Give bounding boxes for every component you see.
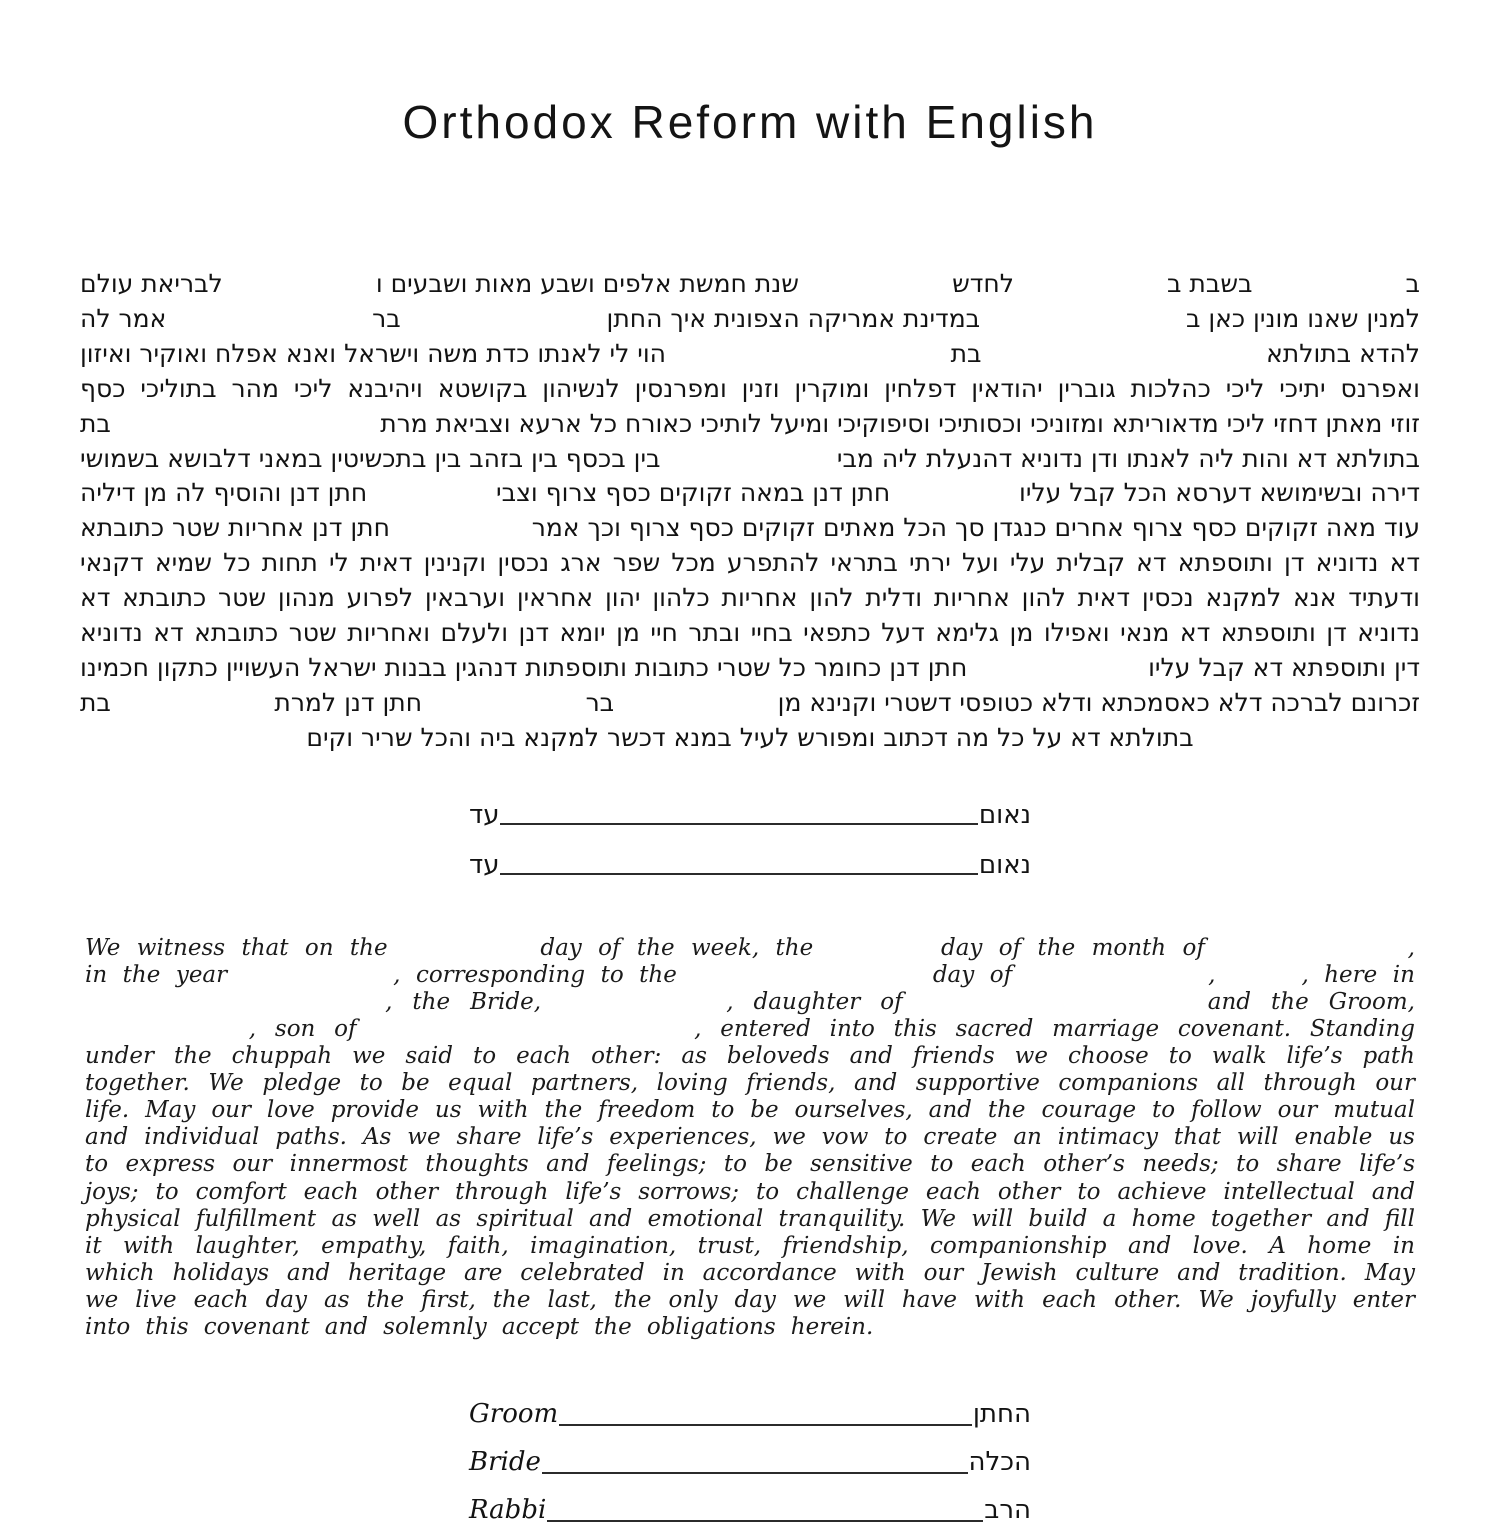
hebrew-line [80, 581, 1420, 616]
ed-label: עד [469, 849, 500, 880]
english-text-segment: , son of [248, 1015, 357, 1042]
witness-signature-section [469, 800, 1031, 880]
hebrew-contract-text [80, 267, 1420, 756]
hebrew-line [80, 511, 1420, 546]
hebrew-text-segment: במדינת אמריקה הצפונית איך החתן [606, 303, 981, 333]
hebrew-text-segment: בין בכסף בין בזהב בין בתכשיטין במאני דלבושא בשמושי [80, 443, 661, 473]
hebrew-text-segment: דירה ובשימושא דערסא הכל קבל עליו [1019, 478, 1420, 508]
hebrew-text-segment: חתן דנן במאה זקוקים כסף צרוף וצבי [496, 478, 891, 508]
bride-signature-line [542, 1472, 968, 1474]
hebrew-text-segment: לבריאת עולם [80, 269, 223, 298]
hebrew-line [80, 407, 1420, 442]
english-text-segment: and the Groom, [1207, 988, 1415, 1015]
hebrew-text-segment: בתולתא דא והות ליה לאנתו ודן נדוניא דהנעלת ליה מבי [836, 443, 1420, 473]
hebrew-text-segment: ב [1405, 269, 1420, 298]
english-text-segment: , [1208, 961, 1216, 988]
groom-hebrew-label: החתן [972, 1399, 1031, 1430]
hebrew-text-segment: למנין שאנו מונין כאן ב [1185, 303, 1420, 333]
hebrew-text-segment: חתן דנן למרת [274, 687, 423, 717]
rabbi-signature-line [547, 1520, 983, 1522]
hebrew-text-segment: בת [80, 687, 111, 717]
hebrew-line [80, 546, 1420, 581]
hebrew-line [80, 651, 1420, 686]
english-text-segment: We witness that on the [85, 934, 388, 961]
english-text-segment: day of the month of [940, 934, 1205, 961]
hebrew-text-segment: בת [950, 338, 982, 368]
bride-label: Bride [469, 1447, 541, 1478]
hebrew-text-segment: בתולתא דא על כל מה דכתוב ומפורש לעיל במנא דכשר למקנא ביה והכל שריר וקים [306, 722, 1194, 752]
page-title: Orthodox Reform with English [402, 96, 1098, 148]
witness-signature-line [500, 823, 977, 825]
english-vows-paragraph [85, 935, 1415, 1341]
hebrew-line [80, 616, 1420, 651]
hebrew-text-segment: לחדש [952, 269, 1014, 298]
witness-signature-line [500, 873, 977, 875]
rabbi-label: Rabbi [469, 1495, 547, 1526]
english-text-segment: , corresponding to the [393, 961, 677, 988]
hebrew-line [80, 442, 1420, 477]
groom-signature-row [469, 1399, 1031, 1430]
english-text-segment: , in the year [85, 934, 1415, 988]
hebrew-line [80, 302, 1420, 337]
groom-signature-line [559, 1424, 972, 1426]
hebrew-line [80, 267, 1420, 302]
english-text-segment: day of [932, 961, 1013, 988]
hebrew-text-segment: דין ותוספתא דא קבל עליו [1148, 652, 1420, 682]
hebrew-text-segment: שנת חמשת אלפים ושבע מאות ושבעים ו [375, 269, 799, 298]
hebrew-text-segment: זכרונם לברכה דלא כאסמכתא ודלא כטופסי דשטרי וקנינא מן [777, 687, 1420, 717]
hebrew-line [80, 337, 1420, 372]
groom-label: Groom [469, 1399, 559, 1430]
hebrew-text-segment: נדוניא דן ותוספתא דא מנאי ואפילו מן גלימא דעל כתפאי בחיי ובתר חיי מן יומא דנן ולעלם ואחריות שטר כתובתא דא נדוניא [80, 618, 1420, 648]
hebrew-text-segment: ואפרנס יתיכי ליכי כהלכות גוברין יהודאין דפלחין ומוקרין וזנין ומפרנסין לנשיהון בקושטא ויהיבנא ליכי מהר בתוליכי כסף [80, 373, 1420, 403]
hebrew-text-segment: ודעתיד אנא למקנא נכסין דאית להון אחריות ודלית להון אחריות כלהון יהון אחראין וערבאין לפרוע מנהון שטר כתובתא דא [80, 583, 1420, 613]
witness-signature-row-1 [469, 800, 1031, 830]
ed-label: עד [469, 799, 500, 830]
hebrew-line [80, 721, 1420, 756]
hebrew-text-segment: בשבת ב [1167, 269, 1253, 298]
english-text-segment: , here in [1301, 961, 1415, 988]
english-text-segment: , the Bride, [385, 988, 542, 1015]
hebrew-line [80, 686, 1420, 721]
rabbi-hebrew-label: הרב [984, 1495, 1031, 1526]
hebrew-text-segment: בר [372, 303, 401, 333]
hebrew-line [80, 476, 1420, 511]
rabbi-signature-row [469, 1495, 1031, 1526]
hebrew-text-segment: חתן דנן אחריות שטר כתובתא [80, 513, 390, 543]
hebrew-text-segment: בת [80, 408, 111, 438]
witness-signature-row-2 [469, 850, 1031, 880]
naum-label: נאום [978, 799, 1031, 830]
hebrew-text-segment: דא נדוניא דן ותוספתא דא קבלית עלי ועל ירתי בתראי להתפרע מכל שפר ארג נכסין וקנינין דאית לי תחות כל שמיא דקנאי [80, 548, 1420, 578]
bride-hebrew-label: הכלה [968, 1447, 1031, 1478]
hebrew-text-segment: חתן דנן כחומר כל שטרי כתובות ותוספתות דנהגין בבנות ישראל העשויין כתקון חכמינו [80, 652, 968, 682]
english-text-segment: , entered into this sacred marriage covenant. Standing under the chuppah we said to each other: as beloveds and friends we choose to walk life’s path together. We pledge to be equal partners, loving friends, and supportive companions all through our life. May our love provide us with the freedom to be ourselves, and the courage to follow our mutual and individual paths. As we share life’s experiences, we vow to create an intimacy that will enable us to express our innermost thoughts and feelings; to be sensitive to each other’s needs; to share life’s joys; to comfort each other through life’s sorrows; to challenge each other to achieve intellectual and physical fulfillment as well as spiritual and emotional tranquility. We will build a home together and fill it with laughter, empathy, faith, imagination, trust, friendship, companionship and love. A home in which holidays and heritage are celebrated in accordance with our Jewish culture and tradition. May we live each day as the first, the last, the only day we will have with each other. We joyfully enter into this covenant and solemnly accept the obligations herein. [85, 1015, 1415, 1340]
hebrew-text-segment: בר [585, 687, 615, 717]
english-text-segment: day of the week, the [540, 934, 814, 961]
english-text-segment: , daughter of [726, 988, 903, 1015]
bottom-signature-section [469, 1399, 1031, 1526]
hebrew-text-segment: עוד מאה זקוקים כסף צרוף אחרים כנגדן סך הכל מאתים זקוקים כסף צרוף וכך אמר [531, 513, 1420, 543]
hebrew-line [80, 372, 1420, 407]
hebrew-text-segment: הוי לי לאנתו כדת משה וישראל ואנא אפלח ואוקיר ואיזון [80, 338, 666, 368]
hebrew-text-segment: זוזי מאתן דחזי ליכי מדאוריתא ומזוניכי וכסותיכי וסיפוקיכי ומיעל לותיכי כאורח כל ארעא וצביאת מרת [380, 408, 1420, 438]
naum-label: נאום [978, 849, 1031, 880]
hebrew-text-segment: חתן דנן והוסיף לה מן דיליה [80, 478, 368, 508]
hebrew-text-segment: להדא בתולתא [1266, 338, 1420, 368]
hebrew-text-segment: אמר לה [80, 303, 167, 333]
bride-signature-row [469, 1447, 1031, 1478]
